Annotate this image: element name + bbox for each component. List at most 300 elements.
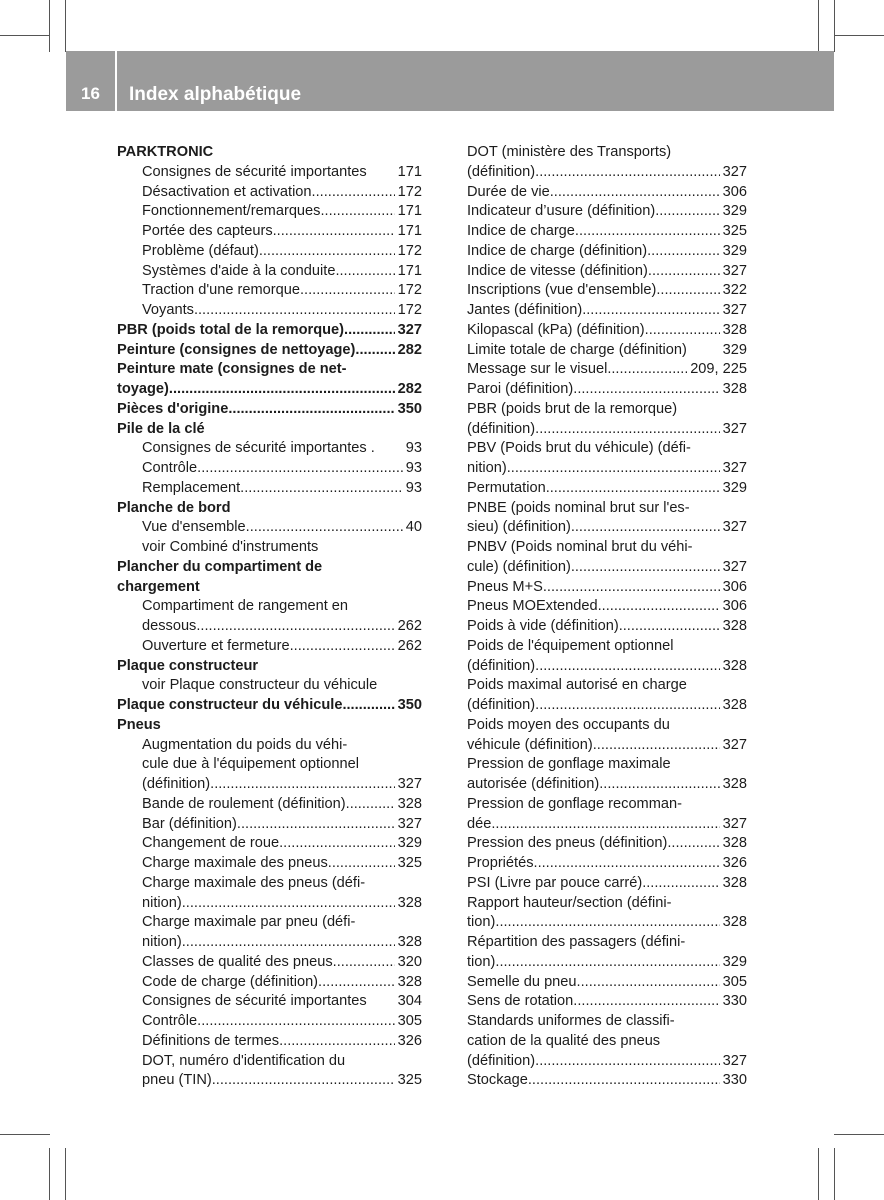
index-entry — [467, 795, 747, 815]
dot-leader — [495, 913, 719, 933]
index-entry-page: 305 — [722, 973, 747, 990]
index-entry — [467, 163, 747, 183]
index-entry-page: 327 — [722, 815, 747, 832]
index-entry-text: voir Plaque constructeur du véhicule — [142, 677, 378, 694]
index-entry-page: 305 — [397, 1013, 422, 1029]
dot-leader — [550, 183, 720, 203]
index-entry-page: 171 — [397, 163, 422, 180]
index-entry-text: nition) — [142, 934, 182, 950]
dot-leader — [335, 262, 394, 282]
index-entry-text: Plaque constructeur du véhicule — [117, 697, 343, 713]
index-entry-text: Code de charge (définition) — [142, 973, 319, 990]
dot-leader — [535, 1052, 720, 1072]
dot-leader — [593, 736, 720, 756]
index-entry — [467, 597, 747, 617]
index-entry-page: 350 — [397, 697, 422, 713]
dot-leader — [228, 400, 394, 420]
index-entry-page: 172 — [397, 242, 422, 259]
index-entry-text: tion) — [467, 914, 496, 931]
index-entry — [117, 420, 422, 440]
index-entry-text: Pression de gonflage maximale — [467, 756, 671, 773]
crop-mark — [0, 1134, 50, 1135]
dot-leader — [318, 973, 395, 993]
index-entry-text: PARKTRONIC — [117, 144, 214, 160]
dot-leader — [182, 894, 395, 914]
crop-mark — [834, 35, 884, 36]
page-title: Index alphabétique — [129, 84, 302, 105]
index-entry — [467, 874, 747, 894]
index-entry-text: Stockage — [467, 1072, 528, 1089]
index-entry — [467, 341, 747, 361]
index-entry-page: 329 — [722, 341, 747, 358]
index-entry — [117, 518, 422, 538]
index-entry-page: 327 — [722, 420, 747, 437]
index-entry-text: Pneus MOExtended — [467, 598, 598, 615]
index-entry — [117, 894, 422, 914]
index-entry — [117, 1012, 422, 1032]
index-entry — [117, 301, 422, 321]
dot-leader — [259, 242, 395, 262]
index-entry — [467, 380, 747, 400]
index-entry — [467, 321, 747, 341]
index-entry-text: nition) — [467, 460, 507, 476]
index-entry-text: Durée de vie — [467, 183, 550, 200]
dot-leader — [182, 933, 395, 953]
index-entry — [467, 1032, 747, 1052]
index-entry — [117, 637, 422, 657]
crop-mark — [0, 35, 50, 36]
index-entry — [467, 183, 747, 203]
index-entry-text: Systèmes d'aide à la conduite — [142, 262, 336, 279]
index-entry-text: Semelle du pneu — [467, 973, 577, 990]
index-entry — [467, 439, 747, 459]
header-divider — [115, 51, 117, 111]
index-entry — [117, 834, 422, 854]
index-entry-text: (définition) — [467, 163, 536, 180]
dot-leader — [573, 380, 719, 400]
index-entry-page: 328 — [722, 874, 747, 891]
index-entry — [117, 341, 422, 361]
dot-leader — [655, 202, 719, 222]
index-entry-text: Planche de bord — [117, 499, 231, 516]
index-column-right — [467, 143, 747, 1091]
index-entry-text: Poids maximal autorisé en charge — [467, 677, 687, 694]
index-entry-text: Peinture (consignes de nettoyage) — [117, 341, 356, 358]
dot-leader — [647, 242, 720, 262]
index-entry-page: 327 — [397, 815, 422, 832]
index-entry-page: 326 — [722, 855, 747, 871]
index-entry — [117, 360, 422, 380]
dot-leader — [507, 459, 720, 479]
index-entry-page: 306 — [722, 578, 747, 595]
dot-leader — [279, 1032, 395, 1052]
index-entry-text: dessous — [142, 618, 197, 634]
index-entry-text: Compartiment de rangement en — [142, 598, 349, 615]
index-entry-text: dée — [467, 815, 492, 832]
dot-leader — [328, 854, 395, 874]
index-entry-text: (définition) — [467, 697, 536, 713]
index-entry-page: 327 — [722, 519, 747, 536]
index-entry — [467, 736, 747, 756]
index-entry-text: DOT, numéro d'identification du — [142, 1052, 346, 1069]
index-entry — [117, 439, 422, 459]
index-entry — [117, 953, 422, 973]
index-entry-text: Pression des pneus (définition) — [467, 835, 668, 852]
dot-leader — [344, 321, 395, 341]
index-entry-text: Plaque constructeur — [117, 657, 259, 674]
index-entry — [467, 913, 747, 933]
dot-leader — [575, 222, 720, 242]
index-entry-text: pneu (TIN) — [142, 1072, 212, 1089]
index-entry-text: Consignes de sécurité importantes — [142, 993, 367, 1010]
index-entry — [467, 696, 747, 716]
index-entry — [467, 894, 747, 914]
index-entry-text: Poids moyen des occupants du — [467, 716, 670, 733]
index-entry — [467, 657, 747, 677]
index-entry-page: 328 — [722, 914, 747, 931]
index-entry-page: 306 — [722, 598, 747, 615]
dot-leader — [240, 479, 403, 499]
index-entry — [117, 459, 422, 479]
index-entry — [117, 716, 422, 736]
index-entry-page: 172 — [397, 302, 422, 318]
index-entry — [117, 1032, 422, 1052]
index-entry-text: Ouverture et fermeture — [142, 637, 290, 654]
index-entry-text: Pile de la clé — [117, 420, 205, 437]
dot-leader — [535, 163, 720, 183]
index-entry-text: PBR (poids total de la remorque) — [117, 321, 345, 338]
index-entry-text: Remplacement — [142, 479, 241, 496]
index-entry-text: Limite totale de charge (définition) — [467, 341, 687, 358]
dot-leader — [346, 795, 395, 815]
index-entry-text: Bar (définition) — [142, 815, 237, 832]
index-entry — [117, 400, 422, 420]
index-entry — [117, 242, 422, 262]
index-entry — [117, 321, 422, 341]
index-entry-page: 306 — [722, 183, 747, 200]
index-entry-page: 171 — [397, 223, 422, 239]
index-entry — [467, 499, 747, 519]
index-entry-text: PSI (Livre par pouce carré) — [467, 874, 643, 891]
index-entry — [117, 262, 422, 282]
index-entry-text: Message sur le visuel — [467, 361, 608, 378]
dot-leader — [210, 775, 395, 795]
index-entry — [117, 222, 422, 242]
index-entry-page: 328 — [722, 381, 747, 397]
index-entry — [117, 736, 422, 756]
dot-leader — [320, 202, 394, 222]
index-entry-text: Changement de roue — [142, 835, 280, 852]
index-entry-page: 350 — [397, 400, 422, 417]
index-entry-text: cation de la qualité des pneus — [467, 1032, 661, 1049]
index-entry — [467, 242, 747, 262]
index-entry-page: 282 — [397, 341, 422, 358]
index-entry-text: Définitions de termes — [142, 1032, 280, 1049]
index-entry-text: Indice de charge — [467, 223, 575, 239]
index-entry — [467, 854, 747, 874]
index-entry — [117, 380, 422, 400]
index-entry-text: cule) (définition) — [467, 558, 571, 575]
index-entry-page: 172 — [397, 282, 422, 299]
dot-leader — [312, 183, 395, 203]
index-entry-text: Pièces d'origine — [117, 400, 229, 417]
index-entry-text: Standards uniformes de classifi- — [467, 1013, 675, 1029]
index-entry-text: Contrôle — [142, 1013, 198, 1029]
index-entry-text: Pneus — [117, 716, 161, 733]
index-entry — [467, 538, 747, 558]
index-entry-page: 327 — [722, 302, 747, 318]
dot-leader — [648, 262, 720, 282]
index-entry-text: Traction d'une remorque — [142, 282, 300, 299]
index-entry — [467, 301, 747, 321]
index-entry — [467, 716, 747, 736]
index-entry-text: Répartition des passagers (défini- — [467, 934, 686, 950]
page-number: 16 — [81, 84, 100, 103]
index-entry-text: Peinture mate (consignes de net- — [117, 361, 347, 378]
crop-mark — [834, 1134, 884, 1135]
index-entry-page: 262 — [397, 618, 422, 634]
index-entry — [117, 183, 422, 203]
crop-mark — [65, 0, 66, 52]
dot-leader — [645, 321, 720, 341]
index-entry — [467, 617, 747, 637]
index-entry — [117, 775, 422, 795]
index-entry — [117, 281, 422, 301]
index-entry-page: 329 — [397, 835, 422, 852]
crop-mark — [818, 0, 819, 52]
dot-leader — [571, 518, 720, 538]
index-entry — [117, 913, 422, 933]
index-entry-page: 40 — [405, 519, 422, 536]
index-entry — [117, 143, 422, 163]
dot-leader — [290, 637, 395, 657]
index-entry-text: (définition) — [467, 657, 536, 674]
index-entry — [467, 400, 747, 420]
index-entry-page: 172 — [397, 183, 422, 200]
index-entry-page: 328 — [397, 934, 422, 950]
index-entry — [117, 1071, 422, 1091]
index-entry — [467, 973, 747, 993]
crop-mark — [49, 0, 50, 52]
index-entry-page: 328 — [722, 321, 747, 338]
index-entry-page: 327 — [722, 460, 747, 476]
dot-leader — [300, 281, 395, 301]
index-entry-text: Consignes de sécurité importantes — [142, 163, 367, 180]
index-entry — [467, 420, 747, 440]
index-entry-text: Poids de l'équipement optionnel — [467, 637, 674, 654]
dot-leader — [169, 380, 395, 400]
index-entry — [467, 676, 747, 696]
dot-leader — [273, 222, 395, 242]
index-entry-text: Sens de rotation — [467, 993, 574, 1010]
index-entry-page: 327 — [722, 736, 747, 753]
dot-leader — [535, 420, 720, 440]
index-entry-page: 328 — [397, 973, 422, 990]
index-entry-page: 327 — [722, 1052, 747, 1069]
index-entry-text: Propriétés — [467, 855, 534, 871]
dot-leader — [491, 815, 719, 835]
index-entry-text: PBR (poids brut de la remorque) — [467, 400, 678, 417]
dot-leader — [355, 341, 394, 361]
index-entry-text: Jantes (définition) — [467, 302, 583, 318]
index-entry — [467, 281, 747, 301]
index-entry-page: 329 — [722, 953, 747, 970]
index-entry — [467, 1052, 747, 1072]
crop-mark — [49, 1148, 50, 1200]
index-entry-page: 327 — [397, 321, 422, 338]
dot-leader — [599, 775, 719, 795]
index-entry-page: 93 — [405, 460, 422, 476]
index-entry-text: Voyants — [142, 302, 194, 318]
index-entry-text: autorisée (définition) — [467, 776, 600, 792]
index-entry — [117, 538, 422, 558]
dot-leader — [194, 301, 395, 321]
index-entry-page: 322 — [722, 282, 747, 299]
index-entry — [467, 992, 747, 1012]
crop-mark — [834, 0, 835, 52]
index-entry-text: Indice de charge (définition) — [467, 242, 648, 259]
index-entry — [117, 874, 422, 894]
dot-leader — [197, 1012, 394, 1032]
index-entry — [117, 578, 422, 598]
index-entry — [467, 637, 747, 657]
index-entry-text: Inscriptions (vue d'ensemble) — [467, 282, 657, 299]
index-entry-text: véhicule (définition) — [467, 736, 593, 753]
index-entry-text: Problème (défaut) — [142, 242, 259, 259]
index-entry-page: 328 — [722, 697, 747, 713]
crop-mark — [834, 1148, 835, 1200]
index-entry-page: 329 — [722, 203, 747, 220]
index-entry-page: 171 — [397, 262, 422, 279]
index-entry-page: 93 — [405, 479, 422, 496]
index-entry — [117, 163, 422, 183]
index-entry-text: (définition) — [467, 420, 536, 437]
dot-leader — [212, 1071, 395, 1091]
dot-leader — [197, 459, 403, 479]
index-entry-text: sieu) (définition) — [467, 519, 571, 536]
index-entry-text: (définition) — [467, 1052, 536, 1069]
dot-leader — [246, 518, 403, 538]
index-entry-text: Pneus M+S — [467, 578, 543, 595]
index-entry-text: Contrôle — [142, 460, 198, 476]
index-entry-page: 325 — [722, 223, 747, 239]
index-entry — [117, 202, 422, 222]
index-entry-text: PNBV (Poids nominal brut du véhi- — [467, 539, 693, 555]
dot-leader — [656, 281, 719, 301]
index-entry-text: Charge maximale des pneus (défi- — [142, 874, 366, 891]
index-entry-page: 325 — [397, 855, 422, 871]
index-entry-page: 328 — [722, 657, 747, 674]
index-entry-text: Vue d'ensemble — [142, 519, 246, 536]
dot-leader — [582, 301, 719, 321]
index-entry — [467, 578, 747, 598]
index-entry-page: 329 — [722, 242, 747, 259]
index-entry-text: cule due à l'équipement optionnel — [142, 756, 359, 773]
dot-leader — [598, 597, 720, 617]
index-entry-text: Bande de roulement (définition) — [142, 795, 346, 812]
index-entry-text: Classes de qualité des pneus — [142, 953, 333, 970]
index-entry — [467, 202, 747, 222]
index-entry-text: nition) — [142, 894, 182, 911]
index-entry — [467, 953, 747, 973]
index-entry-page: 328 — [722, 835, 747, 852]
index-entry — [467, 755, 747, 775]
index-entry — [467, 834, 747, 854]
index-entry — [117, 992, 422, 1012]
index-entry-text: Plancher du compartiment de — [117, 558, 323, 575]
dot-leader — [342, 696, 394, 716]
index-entry-text: Pression de gonflage recomman- — [467, 795, 682, 812]
index-entry-text: tion) — [467, 953, 496, 970]
index-entry-text: PBV (Poids brut du véhicule) (défi- — [467, 440, 691, 457]
index-entry-text: Indicateur d’usure (définition) — [467, 203, 656, 220]
index-entry — [467, 479, 747, 499]
index-entry-page: 327 — [722, 163, 747, 180]
index-entry — [467, 518, 747, 538]
index-entry — [117, 815, 422, 835]
index-entry-page: 326 — [397, 1032, 422, 1049]
dot-leader — [577, 973, 720, 993]
index-entry-text: voir Combiné d'instruments — [142, 539, 319, 555]
index-entry — [467, 1071, 747, 1091]
index-entry-text: Portée des capteurs — [142, 223, 273, 239]
index-entry — [467, 558, 747, 578]
index-entry-page: 325 — [397, 1072, 422, 1089]
dot-leader — [333, 953, 395, 973]
dot-leader — [607, 360, 687, 380]
dot-leader — [535, 696, 720, 716]
dot-leader — [667, 834, 719, 854]
index-entry-text: Permutation — [467, 479, 546, 496]
index-entry-page: 330 — [722, 993, 747, 1010]
index-entry — [467, 143, 747, 163]
index-entry-text: Augmentation du poids du véhi- — [142, 736, 348, 753]
dot-leader — [534, 854, 720, 874]
index-entry — [467, 775, 747, 795]
index-entry-page: 328 — [722, 618, 747, 634]
index-entry — [117, 696, 422, 716]
index-entry-text: Charge maximale par pneu (défi- — [142, 914, 356, 931]
index-entry-text: chargement — [117, 578, 200, 595]
index-entry — [467, 459, 747, 479]
dot-leader — [495, 953, 719, 973]
index-entry — [117, 657, 422, 677]
index-entry — [117, 795, 422, 815]
index-entry-text: Consignes de sécurité importantes . — [142, 440, 375, 457]
dot-leader — [535, 657, 720, 677]
dot-leader — [619, 617, 720, 637]
index-entry-text: Poids à vide (définition) — [467, 618, 619, 634]
index-entry — [117, 973, 422, 993]
index-entry-page: 262 — [397, 637, 422, 654]
index-entry-text: Indice de vitesse (définition) — [467, 262, 648, 279]
index-entry — [117, 617, 422, 637]
dot-leader — [528, 1071, 720, 1091]
index-entry-text: DOT (ministère des Transports) — [467, 144, 672, 160]
index-entry-text: Charge maximale des pneus — [142, 855, 328, 871]
index-entry-text: (définition) — [142, 776, 211, 792]
crop-mark — [818, 1148, 819, 1200]
index-column-left — [117, 143, 422, 1091]
index-entry — [117, 1052, 422, 1072]
index-entry — [467, 262, 747, 282]
index-entry — [117, 676, 422, 696]
index-entry-page: 330 — [722, 1072, 747, 1089]
index-entry-text: PNBE (poids nominal brut sur l'es- — [467, 499, 690, 516]
index-entry — [117, 755, 422, 775]
index-entry-page: 209, 225 — [690, 361, 747, 378]
index-entry-text: toyage) — [117, 381, 169, 397]
